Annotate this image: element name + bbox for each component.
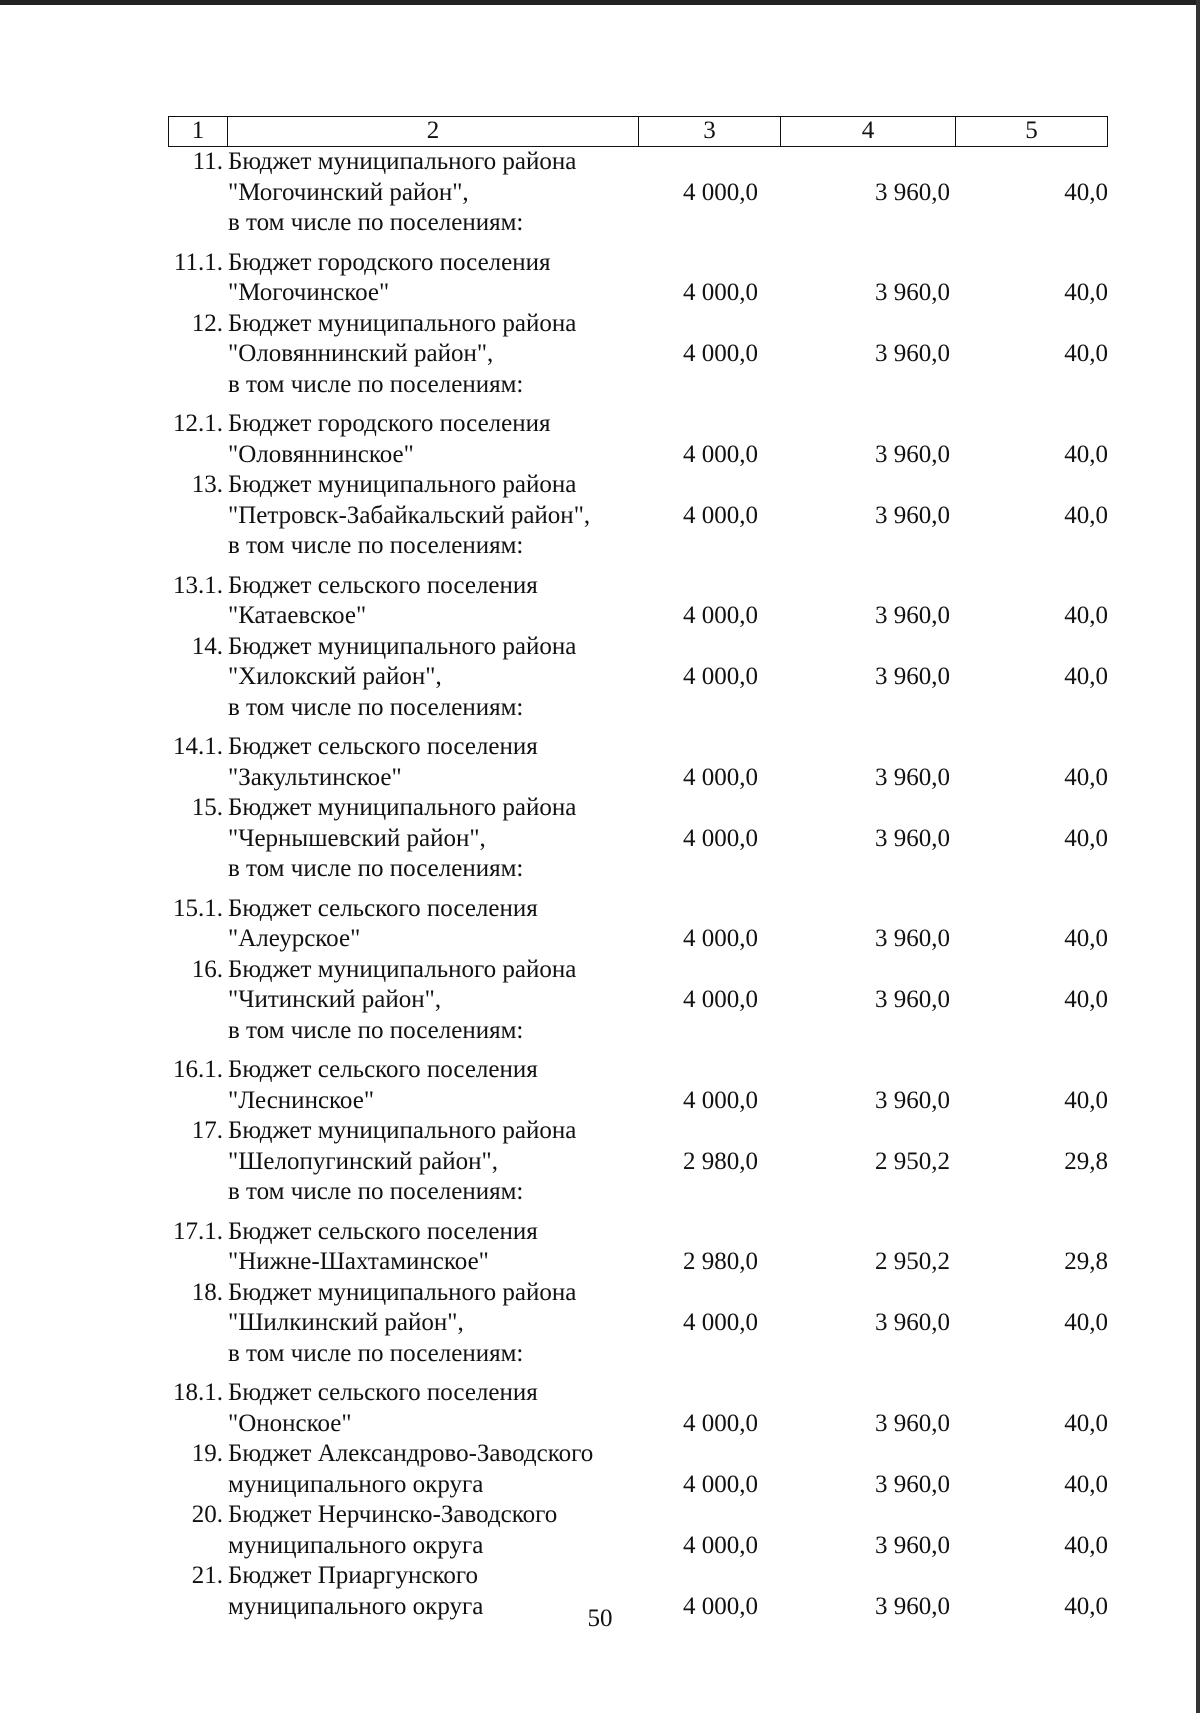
value-col-4: 3 960,0 [875, 925, 950, 952]
row-description: "Нижне-Шахтаминское" [228, 1248, 489, 1275]
row-number [168, 208, 226, 239]
row-line [168, 1177, 1108, 1208]
row-line [168, 178, 1108, 209]
row-line [168, 1409, 1108, 1440]
row-number: 12. [191, 309, 223, 337]
row-line [168, 208, 1108, 239]
row-line [168, 1247, 1108, 1278]
budget-table [168, 116, 1108, 1622]
value-col-3: 4 000,0 [683, 440, 758, 468]
row-number: 20. [191, 1501, 223, 1528]
value-col-4: 3 960,0 [875, 440, 950, 468]
row-spacer [168, 885, 1108, 894]
value-col-3: 4 000,0 [683, 501, 758, 529]
table-row [168, 894, 1108, 955]
row-line [168, 409, 1108, 440]
row-description: "Закультинское" [228, 763, 402, 791]
row-description: "Шилкинский район", [228, 1309, 464, 1336]
value-col-5: 40,0 [1064, 1409, 1108, 1437]
row-line [168, 470, 1108, 501]
value-col-4: 3 960,0 [875, 986, 950, 1013]
row-values [168, 1409, 1108, 1440]
row-description: в том числе по поселениям: [228, 370, 524, 398]
value-col-5: 40,0 [1064, 663, 1108, 690]
value-col-4: 3 960,0 [875, 602, 950, 629]
row-values [168, 662, 1108, 693]
row-line [168, 824, 1108, 855]
row-number: 18. [191, 1278, 223, 1306]
row-number: 17. [191, 1117, 223, 1144]
table-row [168, 793, 1108, 894]
value-col-3: 4 000,0 [683, 1592, 758, 1620]
row-spacer [168, 1208, 1108, 1217]
row-line [168, 1439, 1108, 1470]
row-spacer [168, 1046, 1108, 1055]
table-row [168, 248, 1108, 309]
row-values [168, 601, 1108, 632]
row-number: 19. [191, 1440, 223, 1467]
value-col-3: 4 000,0 [683, 1086, 758, 1114]
row-line [168, 1147, 1108, 1178]
row-line [168, 1016, 1108, 1047]
value-col-3: 4 000,0 [683, 279, 758, 306]
row-description: муниципального округа [228, 1531, 484, 1559]
page-number: 50 [587, 1605, 613, 1632]
row-description: в том числе по поселениям: [228, 693, 524, 721]
row-description: в том числе по поселениям: [228, 1016, 524, 1044]
row-values [168, 1470, 1108, 1501]
row-line [168, 693, 1108, 724]
table-header [168, 116, 1108, 147]
row-description: "Катаевское" [228, 602, 367, 629]
scan-border-right [1196, 0, 1200, 1713]
row-values [168, 1147, 1108, 1178]
row-values [168, 824, 1108, 855]
row-line [168, 793, 1108, 824]
row-line [168, 339, 1108, 370]
row-number [168, 854, 226, 885]
row-line [168, 1086, 1108, 1117]
row-description: Бюджет сельского поселения [228, 894, 538, 922]
row-line [168, 985, 1108, 1016]
row-line [168, 732, 1108, 763]
row-line [168, 601, 1108, 632]
row-line [168, 894, 1108, 925]
header-col-1: 1 [191, 117, 205, 144]
row-number: 21. [191, 1562, 223, 1589]
value-col-5: 40,0 [1064, 986, 1108, 1013]
row-line [168, 1470, 1108, 1501]
row-number [168, 693, 226, 724]
row-number [168, 1016, 226, 1047]
table-row [168, 1439, 1108, 1500]
row-spacer [168, 723, 1108, 732]
table-body [168, 147, 1108, 1622]
row-description: Бюджет Нерчинско-Заводского [228, 1501, 558, 1528]
row-line [168, 531, 1108, 562]
value-col-5: 29,8 [1064, 1147, 1108, 1175]
value-col-3: 4 000,0 [683, 824, 758, 852]
row-line [168, 571, 1108, 602]
row-description: Бюджет сельского поселения [228, 571, 538, 599]
value-col-5: 29,8 [1064, 1248, 1108, 1275]
row-line [168, 1308, 1108, 1339]
value-col-4: 2 950,2 [875, 1248, 950, 1275]
row-number [168, 370, 226, 401]
row-spacer [168, 1369, 1108, 1378]
row-description: "Читинский район", [228, 986, 442, 1013]
row-description: в том числе по поселениям: [228, 209, 524, 236]
row-description: Бюджет Александрово-Заводского [228, 1440, 594, 1467]
row-values [168, 501, 1108, 532]
row-number: 17.1. [173, 1217, 223, 1245]
row-values [168, 1531, 1108, 1562]
row-number: 16. [191, 955, 223, 983]
value-col-3: 4 000,0 [683, 663, 758, 690]
value-col-5: 40,0 [1064, 501, 1108, 529]
table-row [168, 470, 1108, 571]
row-line [168, 248, 1108, 279]
value-col-4: 3 960,0 [875, 663, 950, 690]
table-row [168, 732, 1108, 793]
row-description: в том числе по поселениям: [228, 855, 524, 882]
row-values [168, 339, 1108, 370]
row-values [168, 178, 1108, 209]
row-spacer [168, 400, 1108, 409]
row-values [168, 763, 1108, 794]
row-number: 15.1. [173, 894, 223, 922]
row-description: Бюджет городского поселения [228, 410, 551, 437]
value-col-4: 3 960,0 [875, 763, 950, 791]
value-col-4: 3 960,0 [875, 501, 950, 529]
value-col-5: 40,0 [1064, 1592, 1108, 1620]
row-line [168, 278, 1108, 309]
row-line [168, 501, 1108, 532]
value-col-5: 40,0 [1064, 763, 1108, 791]
row-description: "Чернышевский район", [228, 824, 486, 852]
row-description: в том числе по поселениям: [228, 1339, 524, 1367]
row-values [168, 440, 1108, 471]
table-row [168, 1500, 1108, 1561]
value-col-5: 40,0 [1064, 925, 1108, 952]
header-col-2: 2 [227, 117, 638, 146]
row-description: "Петровск-Забайкальский район", [228, 501, 591, 529]
scan-border-top [0, 0, 1200, 5]
row-description: муниципального округа [228, 1592, 484, 1620]
row-line [168, 370, 1108, 401]
table-row [168, 409, 1108, 470]
row-description: Бюджет муниципального района [228, 1278, 577, 1306]
row-description: в том числе по поселениям: [228, 532, 524, 559]
value-col-3: 4 000,0 [683, 1470, 758, 1498]
value-col-3: 4 000,0 [683, 178, 758, 206]
value-col-3: 4 000,0 [683, 1531, 758, 1559]
row-line [168, 1561, 1108, 1592]
row-spacer [168, 239, 1108, 248]
value-col-5: 40,0 [1064, 602, 1108, 629]
table-row [168, 632, 1108, 733]
value-col-4: 3 960,0 [875, 340, 950, 367]
row-number: 11.1. [173, 248, 223, 276]
value-col-5: 40,0 [1064, 340, 1108, 367]
value-col-3: 4 000,0 [683, 340, 758, 367]
row-number: 13.1. [173, 571, 223, 599]
row-description: муниципального округа [228, 1470, 484, 1498]
value-col-3: 4 000,0 [683, 986, 758, 1013]
row-line [168, 440, 1108, 471]
table-row [168, 309, 1108, 410]
row-line [168, 955, 1108, 986]
value-col-4: 3 960,0 [875, 279, 950, 306]
value-col-3: 2 980,0 [683, 1147, 758, 1175]
row-description: "Леснинское" [228, 1086, 375, 1114]
value-col-5: 40,0 [1064, 440, 1108, 468]
value-col-5: 40,0 [1064, 1531, 1108, 1559]
value-col-4: 3 960,0 [875, 1531, 950, 1559]
row-line [168, 309, 1108, 340]
row-values [168, 1247, 1108, 1278]
row-description: Бюджет сельского поселения [228, 1379, 538, 1406]
value-col-4: 3 960,0 [875, 1592, 950, 1620]
row-values [168, 985, 1108, 1016]
value-col-5: 40,0 [1064, 1309, 1108, 1336]
value-col-3: 4 000,0 [683, 602, 758, 629]
table-row [168, 1217, 1108, 1278]
row-description: Бюджет сельского поселения [228, 733, 538, 760]
value-col-4: 3 960,0 [875, 1470, 950, 1498]
row-line [168, 763, 1108, 794]
row-line [168, 1339, 1108, 1370]
row-description: "Могочинский район", [228, 178, 469, 206]
row-description: "Шелопугинский район", [228, 1147, 498, 1175]
value-col-5: 40,0 [1064, 1470, 1108, 1498]
table-row [168, 1116, 1108, 1217]
value-col-4: 2 950,2 [875, 1147, 950, 1175]
table-row [168, 1055, 1108, 1116]
row-line [168, 1217, 1108, 1248]
row-values [168, 924, 1108, 955]
row-number [168, 531, 226, 562]
row-line [168, 854, 1108, 885]
row-number: 13. [191, 471, 223, 498]
row-description: в том числе по поселениям: [228, 1178, 524, 1205]
row-description: Бюджет муниципального района [228, 955, 577, 983]
header-col-4: 4 [780, 117, 955, 146]
row-description: Бюджет муниципального района [228, 632, 577, 660]
row-description: "Хилокский район", [228, 663, 442, 690]
row-line [168, 662, 1108, 693]
value-col-5: 40,0 [1064, 1086, 1108, 1114]
row-line [168, 1531, 1108, 1562]
table-row [168, 571, 1108, 632]
row-number: 14.1. [173, 733, 223, 760]
value-col-4: 3 960,0 [875, 178, 950, 206]
row-description: "Алеурское" [228, 925, 361, 952]
row-description: "Ононское" [228, 1409, 352, 1437]
row-line [168, 1116, 1108, 1147]
table-row [168, 955, 1108, 1056]
value-col-4: 3 960,0 [875, 824, 950, 852]
row-line [168, 924, 1108, 955]
row-number: 16.1. [173, 1056, 223, 1083]
row-description: Бюджет сельского поселения [228, 1056, 538, 1083]
value-col-5: 40,0 [1064, 824, 1108, 852]
row-values [168, 1308, 1108, 1339]
row-line [168, 1500, 1108, 1531]
row-number: 11. [192, 148, 223, 175]
row-number: 12.1. [173, 410, 223, 437]
row-number: 18.1. [173, 1379, 223, 1406]
value-col-5: 40,0 [1064, 178, 1108, 206]
row-description: Бюджет городского поселения [228, 248, 551, 276]
value-col-3: 2 980,0 [683, 1248, 758, 1275]
row-number [168, 1339, 226, 1370]
row-description: "Оловяннинский район", [228, 340, 494, 367]
table-row [168, 1278, 1108, 1379]
row-description: Бюджет сельского поселения [228, 1217, 538, 1245]
row-line [168, 1378, 1108, 1409]
row-description: Бюджет муниципального района [228, 148, 577, 175]
row-number: 15. [191, 794, 223, 821]
row-values [168, 1086, 1108, 1117]
row-spacer [168, 562, 1108, 571]
value-col-4: 3 960,0 [875, 1409, 950, 1437]
row-line [168, 1278, 1108, 1309]
row-line [168, 147, 1108, 178]
row-number: 14. [191, 632, 223, 660]
value-col-4: 3 960,0 [875, 1309, 950, 1336]
row-description: Бюджет муниципального района [228, 309, 577, 337]
value-col-3: 4 000,0 [683, 1309, 758, 1336]
row-line [168, 1055, 1108, 1086]
row-description: Бюджет муниципального района [228, 1117, 577, 1144]
value-col-3: 4 000,0 [683, 763, 758, 791]
row-line [168, 632, 1108, 663]
table-row [168, 1378, 1108, 1439]
row-description: Бюджет муниципального района [228, 794, 577, 821]
value-col-5: 40,0 [1064, 279, 1108, 306]
header-col-5: 5 [955, 117, 1107, 146]
value-col-4: 3 960,0 [875, 1086, 950, 1114]
row-description: Бюджет Приаргунского [228, 1562, 478, 1589]
row-values [168, 278, 1108, 309]
header-col-3: 3 [638, 117, 780, 146]
value-col-3: 4 000,0 [683, 925, 758, 952]
table-row [168, 147, 1108, 248]
row-description: "Могочинское" [228, 279, 390, 306]
row-description: Бюджет муниципального района [228, 471, 577, 498]
row-description: "Оловяннинское" [228, 440, 414, 468]
value-col-3: 4 000,0 [683, 1409, 758, 1437]
row-number [168, 1177, 226, 1208]
